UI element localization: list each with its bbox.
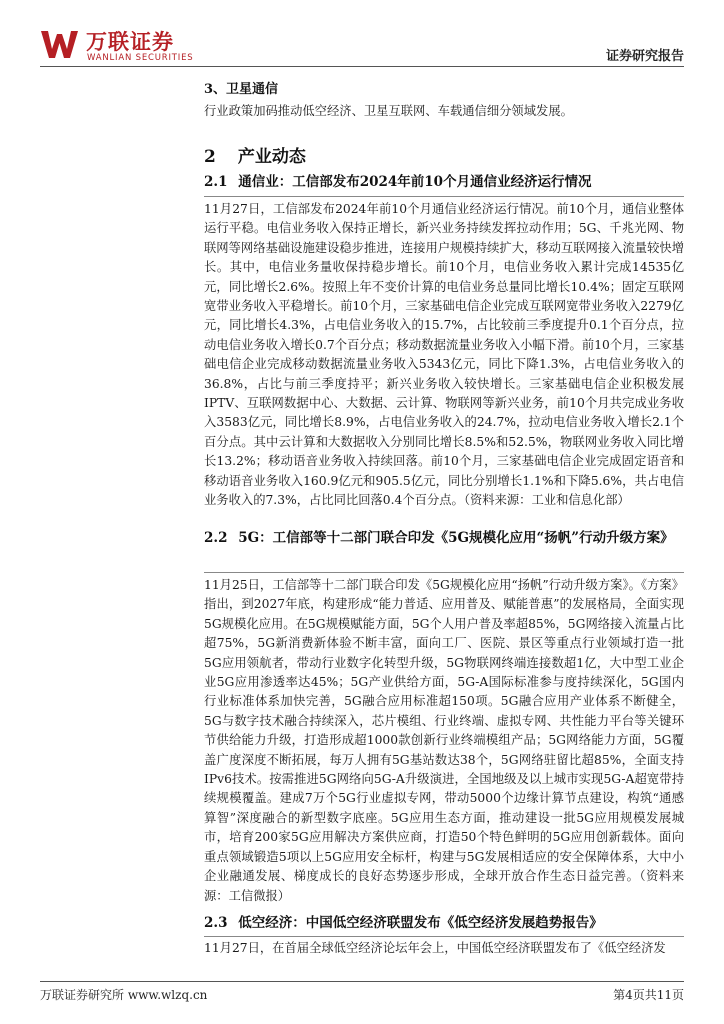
subsection-number: 2.2 bbox=[204, 530, 228, 546]
section-number: 2 bbox=[204, 147, 216, 167]
subsection-paragraph: 11月27日，在首届全球低空经济论坛年会上，中国低空经济联盟发布了《低空经济发 bbox=[204, 941, 666, 955]
intro-paragraph: 行业政策加码推动低空经济、卫星互联网、车载通信细分领域发展。 bbox=[204, 104, 573, 118]
subsection-divider bbox=[204, 196, 684, 197]
logo-chinese-name: 万联证券 bbox=[86, 30, 174, 54]
header-divider bbox=[40, 66, 684, 67]
footer-divider bbox=[40, 981, 684, 982]
logo-english-name: WANLIAN SECURITIES bbox=[87, 53, 194, 63]
subsection-heading bbox=[204, 171, 684, 193]
section-heading bbox=[204, 142, 306, 167]
intro-subheading: 3、卫星通信 bbox=[204, 82, 279, 97]
wanlian-logo-icon bbox=[40, 28, 80, 60]
subsection-title: 通信业：工信部发布2024年前10个月通信业经济运行情况 bbox=[238, 174, 592, 190]
subsection-title: 低空经济：中国低空经济联盟发布《低空经济发展趋势报告》 bbox=[238, 915, 603, 931]
subsection-number: 2.3 bbox=[204, 915, 228, 931]
footer-source: 万联证券研究所 www.wlzq.cn bbox=[40, 988, 208, 1002]
company-logo bbox=[40, 24, 240, 68]
page-number: 第4页共11页 bbox=[613, 988, 684, 1002]
subsection-paragraph: 11月27日，工信部发布2024年前10个月通信业经济运行情况。前10个月，通信业整体运行平稳。电信业务收入保持正增长，新兴业务持续发挥拉动作用；5G、千兆光网、物联网等网络基础设施建设稳步推进，连接用户规模持续扩大，移动互联网接入流量较快增长。其中，电信业务量收保持稳步增长。前10个月，电信业务收入累计完成14535亿元，同比增长2.6%。按照上年不变价计算的电信业务总量同比增长10.4%；固定互联网宽带业务收入平稳增长。前10个月，三家基础电信企业完成互联网宽带业务收入2279亿元，同比增长4.3%，占电信业务收入的15.7%，占比较前三季度提升0.1个百分点，拉动电信业务收入增长0.7个百分点；移动数据流量业务收入小幅下滑。前10个月，三家基础电信企业完成移动数据流量业务收入5343亿元，同比下降1.3%，占电信业务收入的36.8%，占比与前三季度持平；新兴业务收入较快增长。三家基础电信企业积极发展IPTV、互联网数据中心、大数据、云计算、物联网等新兴业务，前10个月共完成业务收入3583亿元，同比增长8.9%，占电信业务收入的24.7%，拉动电信业务收入增长2.1个百分点。其中云计算和大数据收入分别同比增长8.5%和52.5%，物联网业务收入同比增长13.2%；移动语音业务收入持续回落。前10个月，三家基础电信企业完成固定语音和移动语音业务收入160.9亿元和905.5亿元，同比分别增长1.1%和下降5.6%，共占电信业务收入的7.3%，占比同比回落0.4个百分点。（资料来源：工业和信息化部） bbox=[204, 202, 684, 508]
page-header bbox=[40, 24, 684, 70]
subsection-title: 5G：工信部等十二部门联合印发《5G规模化应用“扬帆”行动升级方案》 bbox=[238, 530, 674, 546]
subsection-paragraph: 11月25日，工信部等十二部门联合印发《5G规模化应用“扬帆”行动升级方案》。《方案》指出，到2027年底，构建形成“能力普适、应用普及、赋能普惠”的发展格局，全面实现5G规模化应用。在5G规模赋能方面，5G个人用户普及率超85%，5G网络接入流量占比超75%，5G新消费新体验不断丰富，面向工厂、医院、景区等重点行业领域打造一批5G应用领航者，带动行业数字化转型升级，5G物联网终端连接数超1亿，大中型工业企业5G应用渗透率达45%；5G产业供给方面，5G-A国际标准参与度持续深化，5G国内行业标准体系加快完善，5G融合应用标准超150项。5G融合应用产业体系不断健全，5G与数字技术融合持续深入，芯片模组、行业终端、虚拟专网、共性能力平台等关键环节供给能力升级，打造形成超1000款创新行业终端模组产品；5G网络能力方面，5G覆盖广度深度不断拓展，每万人拥有5G基站数达38个，5G网络驻留比超85%，全面支持IPv6技术。按需推进5G网络向5G-A升级演进，全国地级及以上城市实现5G-A超宽带持续规模覆盖。建成7万个5G行业虚拟专网，带动5000个边缘计算节点建设，构筑“通感算智”深度融合的新型数字底座。5G应用生态方面，推动建设一批5G应用规模发展城市，培育200家5G应用解决方案供应商，打造50个特色鲜明的5G应用创新载体。面向重点领域锻造5项以上5G应用安全标杆，构建与5G发展相适应的安全保障体系，大中小企业融通发展、梯度成长的良好态势逐步形成，全球开放合作生态日益完善。（资料来源：工信微报） bbox=[204, 578, 684, 903]
section-title: 产业动态 bbox=[237, 147, 306, 167]
subsection-heading bbox=[204, 527, 684, 549]
subsection-number: 2.1 bbox=[204, 174, 228, 190]
report-type-label: 证券研究报告 bbox=[605, 49, 684, 64]
subsection-divider bbox=[204, 936, 684, 937]
subsection-divider bbox=[204, 572, 684, 573]
subsection-heading bbox=[204, 912, 684, 934]
